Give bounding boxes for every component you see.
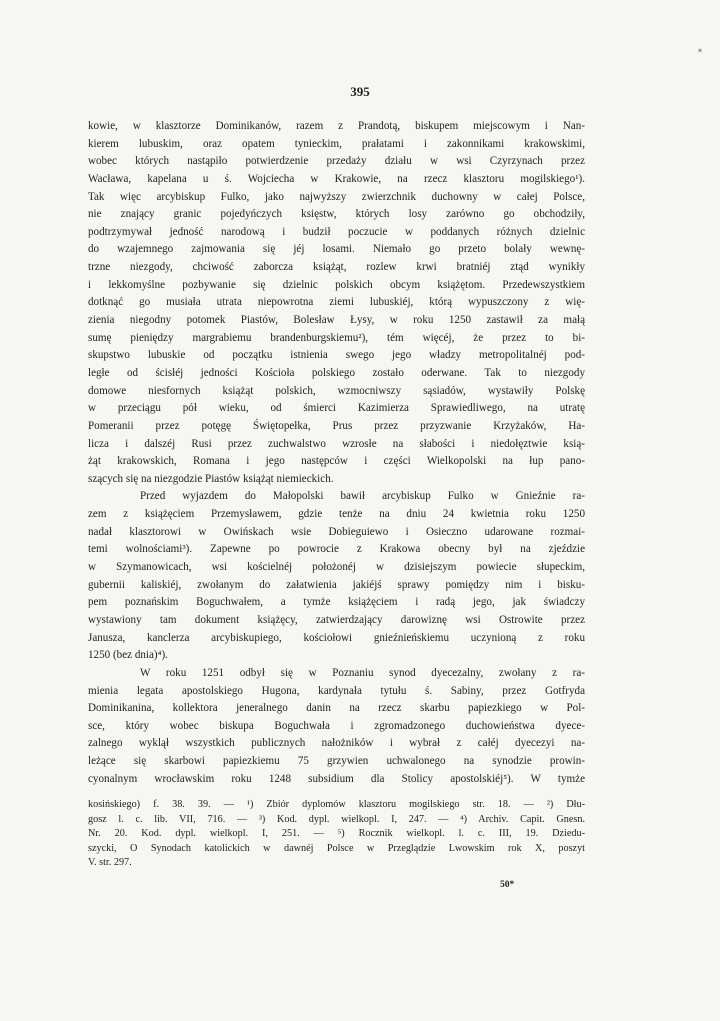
- footnote-line: V. str. 297.: [88, 857, 132, 869]
- body-line: wystawiony tam dokument książęcy, zatwierdzający darowiznę wsi Ostrowite przez: [88, 613, 585, 626]
- body-line: W roku 1251 odbył się w Poznaniu synod dyecezalny, zwołany z ra-: [140, 666, 585, 679]
- body-line: zienia niegodny potomek Piastów, Bolesław Łysy, w roku 1250 zastawił za małą: [88, 314, 585, 327]
- body-line: Dominikanina, kollektora jeneralnego danin na rzecz skarbu papiezkiego w Pol-: [88, 702, 585, 715]
- body-line: i lekkomyślne pozbywanie się dzielnic polskich obcym książętom. Przedewszystkiem: [88, 278, 585, 291]
- footnote-line: gosz l. c. lib. VII, 716. — ³) Kod. dypl. wielkopl. I, 247. — ⁴) Archiv. Capit. Gnesn.: [88, 813, 585, 825]
- footnote-divider: [88, 790, 585, 791]
- body-line: Tak więc arcybiskup Fulko, jako najwyższy zwierzchnik duchowny w całej Polsce,: [88, 190, 585, 203]
- body-line: sumę pieniędzy margrabiemu brandenburgskiemu²), tém więcéj, że przez to bi-: [88, 331, 585, 344]
- body-line: kierem lubuskim, oraz opatem tynieckim, prałatami i zakonnikami krakowskimi,: [88, 137, 585, 150]
- corner-mark: *: [698, 48, 702, 57]
- footnote-line: szycki, O Synodach katolickich w dawnéj Polsce w Przeglądzie Lwowskim rok X, poszyt: [88, 842, 585, 854]
- body-line: zalnego wyklął wszystkich publicznych nałożników i wybrał z całéj dyecezyi na-: [88, 737, 585, 750]
- footnote-line: kosińskiego) f. 38. 39. — ¹) Zbiór dyplomów klasztoru mogilskiego str. 18. — ²) Dłu-: [88, 799, 585, 810]
- body-line: kowie, w klasztorze Dominikanów, razem z Prandotą, biskupem miejscowym i Nan-: [88, 120, 585, 132]
- body-line: trzne niezgody, chciwość zaborcza książąt, rozlew krwi bratniéj ztąd wynikły: [88, 261, 585, 274]
- body-line: w Szymanowicach, wsi kościelnéj położonéj w dzisiejszym powiecie słupeckim,: [88, 561, 585, 574]
- body-line: 1250 (bez dnia)⁴).: [88, 649, 168, 662]
- body-line: pem poznańskim Boguchwałem, a tymże książęciem i radą jego, jak świadczy: [88, 596, 585, 609]
- body-line: ległe od ścisłéj jedności Kościoła polskiego zostało oderwane. Tak to niezgody: [88, 366, 585, 379]
- body-line: Wacława, kapelana u ś. Wojciecha w Krakowie, na rzecz klasztoru mogilskiego¹).: [88, 172, 585, 185]
- body-line: sce, który wobec biskupa Boguchwała i zgromadzonego duchowieństwa dyece-: [88, 719, 585, 732]
- body-line: podtrzymywał jedność narodową i budził poczucie w poddanych różnych dzielnic: [88, 225, 585, 238]
- body-line: licza i dalszéj Rusi przez zuchwalstwo wzrosłe na słabości i niedołęztwie ksią-: [88, 437, 585, 450]
- body-line: Pomeranii przez potęgę Świętopełka, Prus przez przyzwanie Krzyżaków, Ha-: [88, 419, 585, 432]
- body-line: w przeciągu pół wieku, od śmierci Kazimierza Sprawiedliwego, na utratę: [88, 402, 585, 415]
- body-line: wobec których nastąpiło potwierdzenie przedaży działu w wsi Czyrzynach przez: [88, 155, 585, 168]
- body-line: zem z książęciem Przemysławem, gdzie tenże na dniu 24 kwietnia roku 1250: [88, 508, 585, 521]
- body-line: skupstwo lubuskie od początku istnienia swego jego władzy metropolitalnéj pod-: [88, 349, 585, 362]
- body-line: domowe niesfornych książąt polskich, wzmocniwszy sąsiadów, wystawiły Polskę: [88, 384, 585, 397]
- body-line: nie znający granic pojedyńczych księstw, których losy zarówno go obchodziły,: [88, 208, 585, 221]
- body-line: nadał klasztorowi w Owińskach wsie Dobieguiewo i Osieczno udarowane rozmai-: [88, 525, 585, 538]
- body-line: do wzajemnego zajmowania się jéj losami. Niemało go przeto bolały wewnę-: [88, 243, 585, 256]
- body-line: gubernii kaliskiéj, zwołanym do załatwienia jakiéjś sprawy pomiędzy nim i bisku-: [88, 578, 585, 591]
- body-text: [88, 118, 585, 788]
- footnotes: [88, 798, 585, 871]
- body-line: Przed wyjazdem do Małopolski bawił arcybiskup Fulko w Gnieźnie ra-: [140, 490, 585, 503]
- body-line: cyonalnym wrocławskim roku 1248 subsidium dla Stolicy apostolskiéj⁵). W tymże: [88, 772, 585, 785]
- body-line: leżące się skarbowi papiezkiemu 75 grzywien uchwalonego na synodzie prowin-: [88, 755, 585, 768]
- printer-signature-mark: 50*: [500, 880, 515, 890]
- page-number: 395: [350, 84, 370, 99]
- body-line: Janusza, kanclerza arcybiskupiego, kościołowi gnieźnieńskiemu uczynioną z roku: [88, 631, 585, 644]
- footnote-line: Nr. 20. Kod. dypl. wielkopl. I, 251. — ⁵) Rocznik wielkopl. l. c. III, 19. Dziedu-: [88, 828, 585, 840]
- body-line: temi wolnościami³). Zapewne po powrocie z Krakowa obecny był na zjeździe: [88, 543, 585, 556]
- body-line: szących się na niezgodzie Piastów książąt niemieckich.: [88, 472, 334, 485]
- body-line: mienia legata apostolskiego Hugona, kardynała tytułu ś. Sabiny, przez Gotfryda: [88, 684, 585, 697]
- body-line: żąt krakowskich, Romana i jego następców i części Wielkopolski na łup pano-: [88, 455, 585, 468]
- body-line: dotknąć go musiała utrata niepowrotna ziemi lubuskiéj, którą wypuszczony z wię-: [88, 296, 585, 309]
